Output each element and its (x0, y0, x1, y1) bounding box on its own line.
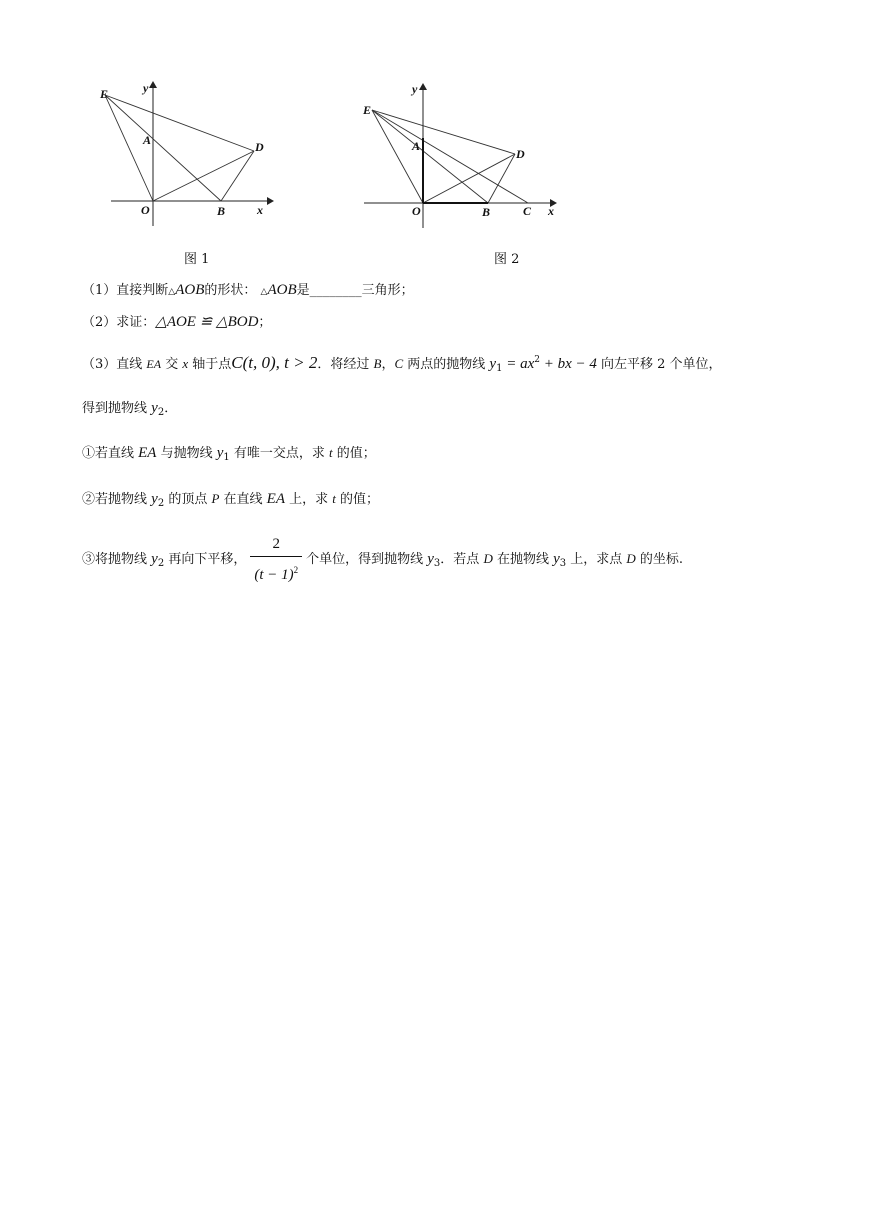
label-B: B (217, 204, 226, 218)
label-O: O (141, 203, 150, 217)
answer-blank[interactable]: ________ (309, 283, 362, 298)
segment-ED (372, 110, 515, 154)
segment-BD (221, 151, 254, 201)
fraction: $\frac{2}{(t - 1)^2}$ (250, 532, 302, 587)
label-C: C (523, 204, 532, 218)
question-3b: ②若抛物线 $y_2$ 的顶点 P 在直线 EA 上，求 t 的值； (82, 491, 380, 509)
question-1: （1）直接判断△AOB的形状： △AOB是________三角形； (82, 282, 414, 298)
figure-2 (358, 80, 568, 230)
label-x: x (548, 204, 554, 218)
label-x: x (257, 203, 263, 217)
figure-1-diagram (95, 78, 285, 228)
question-3: （3）直线 EA 交 x 轴于点C(t, 0), t > 2．将经过 B，C 两点的抛物线 $y_1 = ax^2$ + bx − 4 向左平移 2 个单位， (82, 353, 722, 374)
question-3a: ①若直线 EA 与抛物线 $y_1$ 有唯一交点，求 t 的值； (82, 445, 376, 463)
question-2: （2）求证：△AOE ≌ △BOD； (82, 314, 272, 330)
segment-EB (105, 95, 221, 201)
label-E: E (363, 103, 372, 117)
label-O: O (412, 204, 421, 218)
segment-EB (372, 110, 488, 203)
label-D: D (255, 140, 264, 154)
question-3-line-2: 得到抛物线 $y_2$． (82, 400, 178, 418)
label-E: E (100, 87, 109, 101)
x-axis-arrow (267, 197, 274, 205)
figure-1 (95, 78, 285, 228)
segment-OD (153, 151, 254, 201)
figure-1-caption: 图 1 (184, 252, 210, 267)
label-A: A (412, 139, 421, 153)
figure-2-caption: 图 2 (494, 252, 520, 267)
label-B: B (482, 205, 491, 219)
segment-EO (372, 110, 423, 203)
y-axis-arrow (419, 83, 427, 90)
question-3c: ③将抛物线 $y_2$ 再向下平移， $\frac{2}{(t - 1)^2}$ 个单位，得到抛物线 $y_3$．若点 D 在抛物线 $y_3$ 上，求点 D 的坐标. (82, 532, 683, 587)
segment-ED (105, 95, 254, 151)
y-axis-arrow (149, 81, 157, 88)
label-A: A (143, 133, 152, 147)
label-y: y (412, 82, 418, 96)
figure-2-diagram (358, 80, 568, 230)
segment-EO (105, 95, 153, 201)
label-D: D (516, 147, 525, 161)
label-y: y (143, 81, 149, 95)
